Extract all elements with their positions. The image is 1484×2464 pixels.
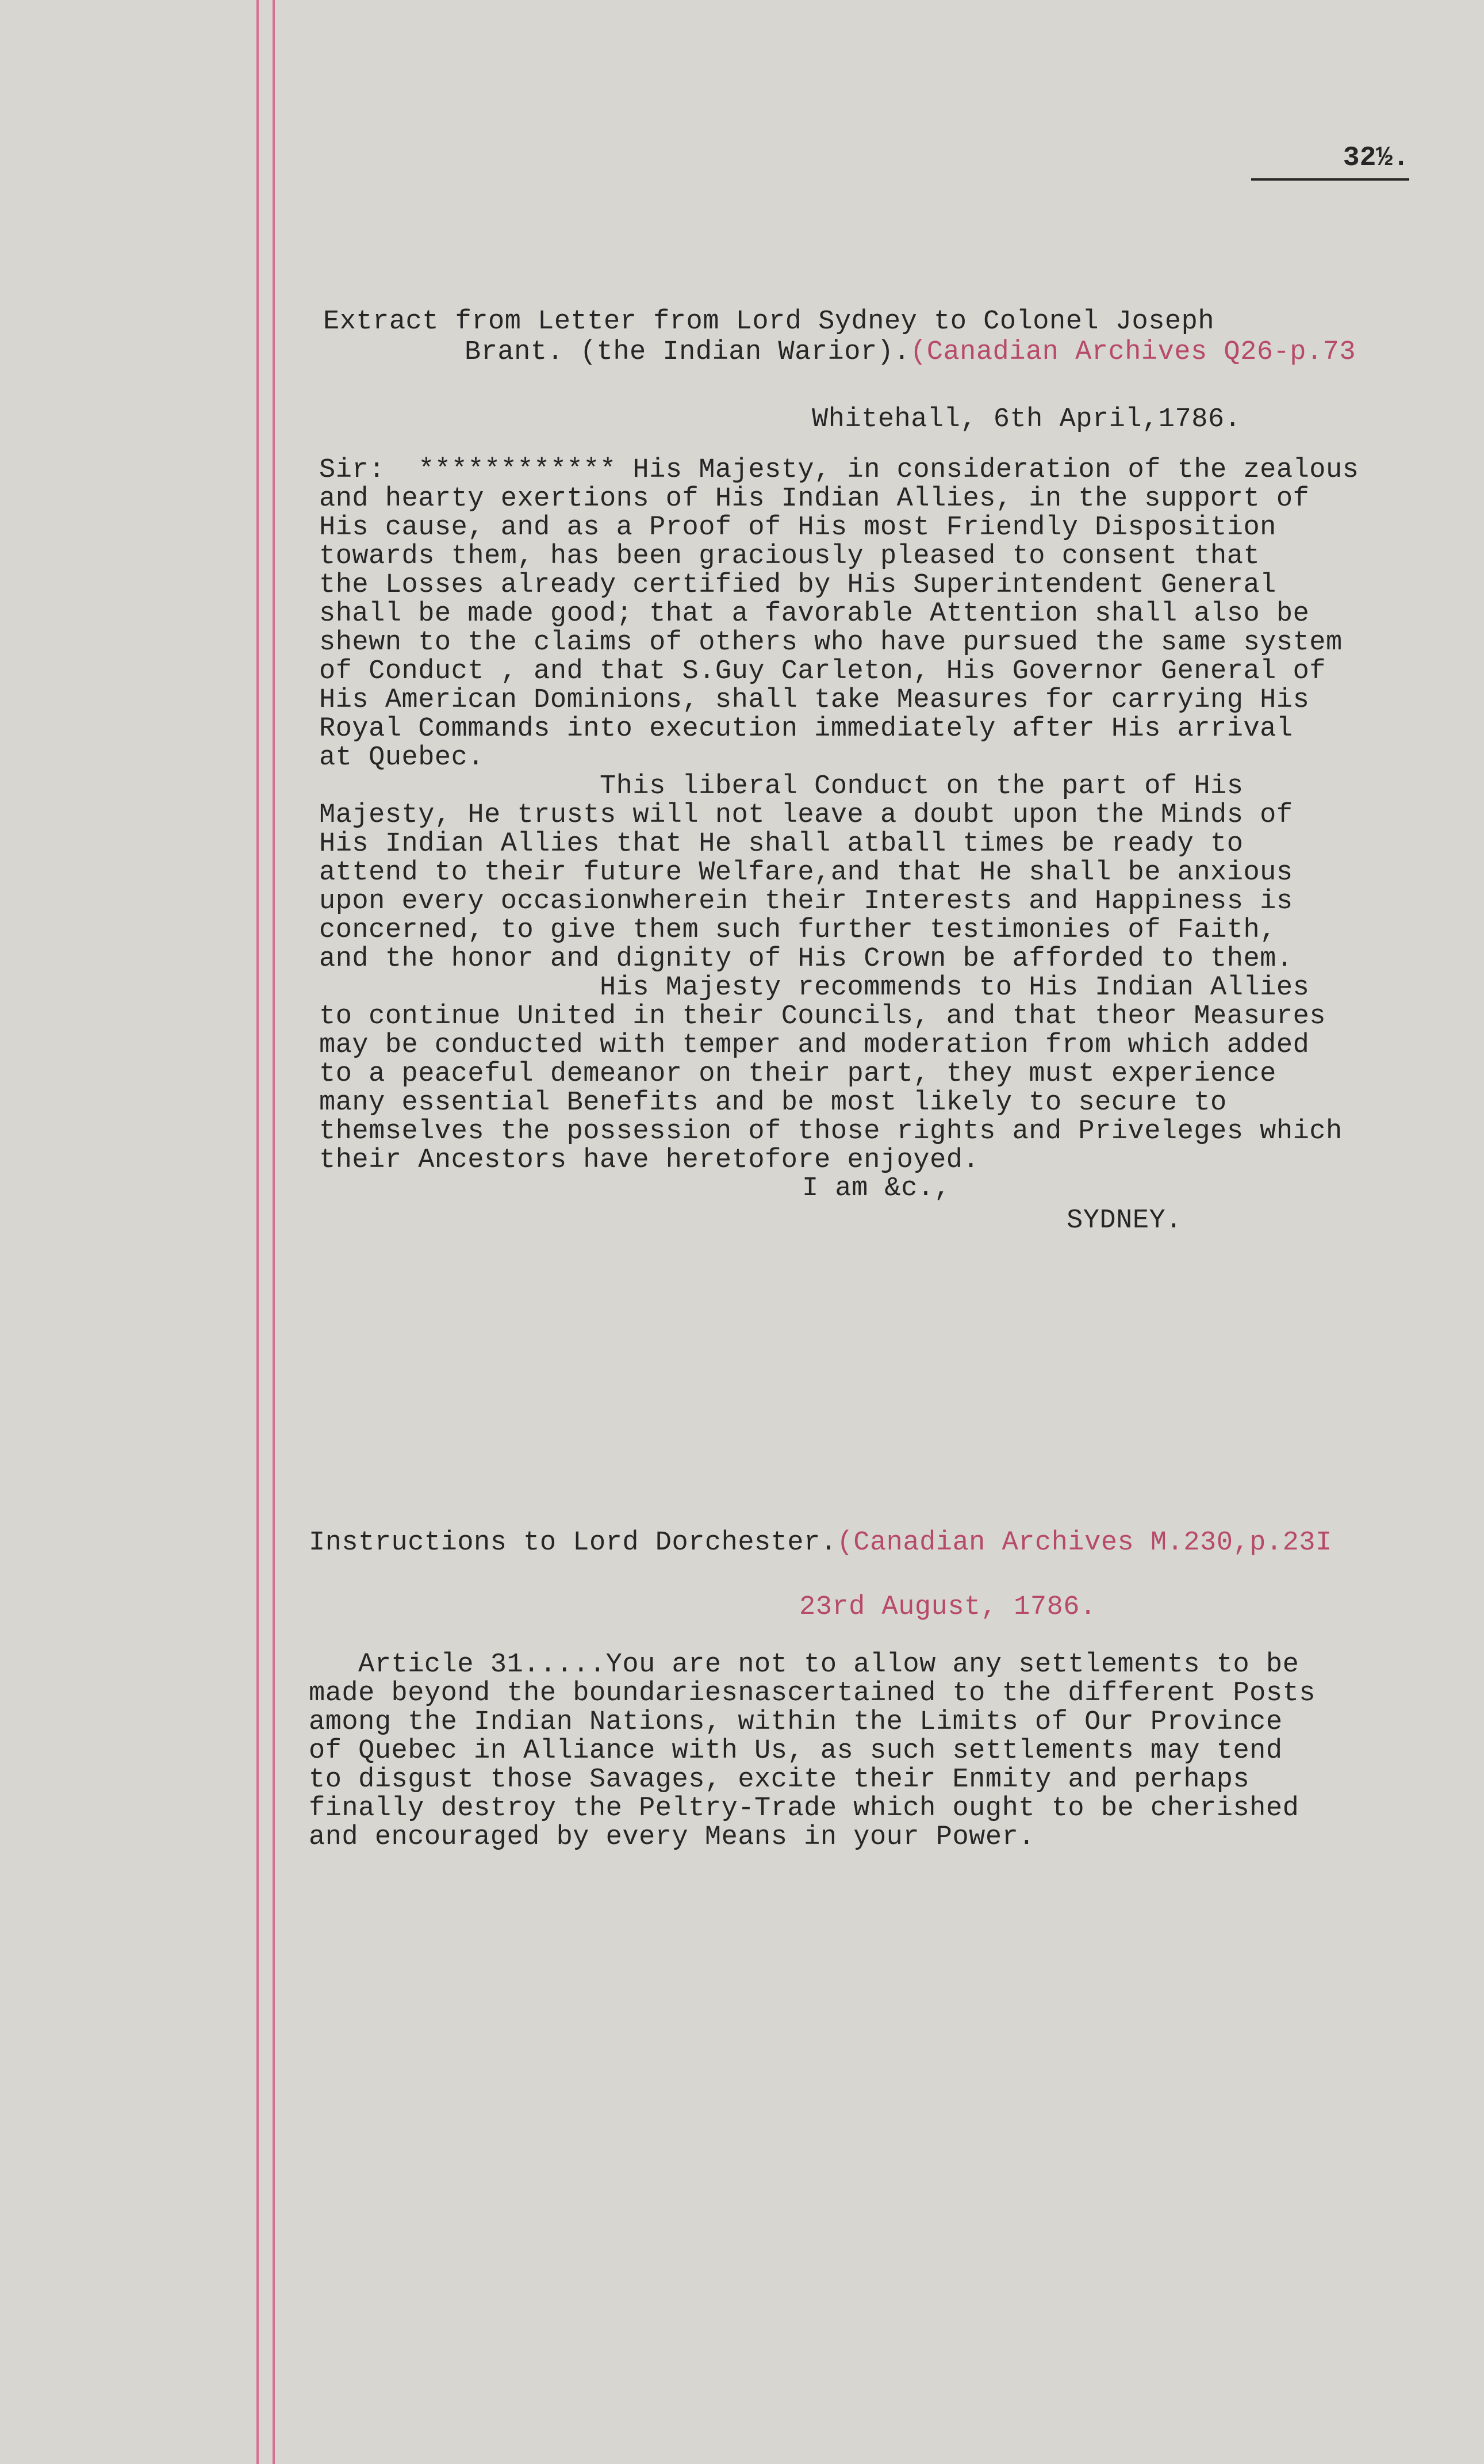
letter-body-line: His American Dominions, shall take Measures for carrying His (319, 685, 1310, 716)
letter-body-line: attend to their future Welfare,and that He shall be anxious (319, 858, 1293, 888)
letter-body-line: concerned, to give them such further testimonies of Faith, (319, 915, 1276, 946)
margin-rule-right (273, 0, 275, 2464)
letter-body-line: the Losses already certified by His Superintendent General (319, 570, 1276, 600)
letter-body-line: many essential Benefits and be most likely to secure to (319, 1088, 1227, 1118)
letter-body-line: of Conduct , and that S.Guy Carleton, His Governor General of (319, 656, 1326, 687)
letter-body-line: at Quebec. (319, 743, 485, 773)
letter-body-line: towards them, has been graciously pleased to consent that (319, 541, 1260, 572)
letter-body-line: His Majesty recommends to His Indian Allies (319, 973, 1310, 1003)
letter-body-line: and hearty exertions of His Indian Allies, in the support of (319, 484, 1310, 514)
instructions-body-line: made beyond the boundariesnascertained to the different Posts (309, 1678, 1316, 1709)
instructions-body-line: to disgust those Savages, excite their Enmity and perhaps (309, 1765, 1250, 1795)
letter-body-line: shewn to the claims of others who have pursued the same system (319, 628, 1343, 658)
letter-heading-line2 (465, 338, 1356, 367)
letter-body-line: This liberal Conduct on the part of His (319, 771, 1244, 802)
letter-heading-title: Brant. (the Indian Warior). (465, 337, 911, 368)
letter-body-line: and the honor and dignity of His Crown be afforded to them. (319, 944, 1293, 974)
letter-signature: SYDNEY. (1067, 1206, 1182, 1236)
instructions-heading-source: (Canadian Archives M.230,p.23I (837, 1528, 1332, 1558)
letter-closing: I am &c., (802, 1173, 951, 1204)
letter-body-line: to continue United in their Councils, and that theor Measures (319, 1001, 1326, 1032)
letter-body (319, 456, 1359, 1175)
letter-body-line: upon every occasionwherein their Interests and Happiness is (319, 886, 1293, 917)
instructions-body-line: Article 31.....You are not to allow any settlements to be (309, 1650, 1299, 1680)
instructions-body-line: and encouraged by every Means in your Power. (309, 1822, 1036, 1853)
margin-rule-left (256, 0, 259, 2464)
letter-body-line: Majesty, He trusts will not leave a doubt upon the Minds of (319, 800, 1293, 831)
instructions-body (309, 1651, 1316, 1852)
letter-body-line: to a peaceful demeanor on their part, they must experience (319, 1059, 1276, 1089)
letter-body-line: their Ancestors have heretofore enjoyed. (319, 1145, 980, 1176)
letter-body-line: Sir: ************ His Majesty, in consideration of the zealous (319, 455, 1359, 485)
instructions-body-line: of Quebec in Alliance with Us, as such settlements may tend (309, 1736, 1283, 1766)
letter-body-line: His Indian Allies that He shall atball times be ready to (319, 829, 1244, 859)
letter-heading-line1: Extract from Letter from Lord Sydney to Colonel Joseph (323, 307, 1215, 337)
letter-body-line: Royal Commands into execution immediately after His arrival (319, 714, 1293, 744)
instructions-heading (309, 1529, 1332, 1558)
letter-dateline: Whitehall, 6th April,1786. (812, 404, 1241, 435)
letter-body-line: themselves the possession of those rights and Priveleges which (319, 1116, 1343, 1147)
page-number: 32½. (1251, 143, 1409, 181)
letter-heading-source: (Canadian Archives Q26-p.73 (910, 337, 1356, 368)
letter-body-line: shall be made good; that a favorable Attention shall also be (319, 599, 1310, 629)
letter-body-line: His cause, and as a Proof of His most Friendly Disposition (319, 512, 1276, 543)
instructions-heading-title: Instructions to Lord Dorchester. (309, 1528, 837, 1558)
instructions-body-line: among the Indian Nations, within the Limits of Our Province (309, 1707, 1283, 1738)
letter-body-line: may be conducted with temper and moderation from which added (319, 1030, 1310, 1061)
instructions-date: 23rd August, 1786. (799, 1592, 1096, 1623)
instructions-body-line: finally destroy the Peltry-Trade which ought to be cherished (309, 1793, 1299, 1824)
